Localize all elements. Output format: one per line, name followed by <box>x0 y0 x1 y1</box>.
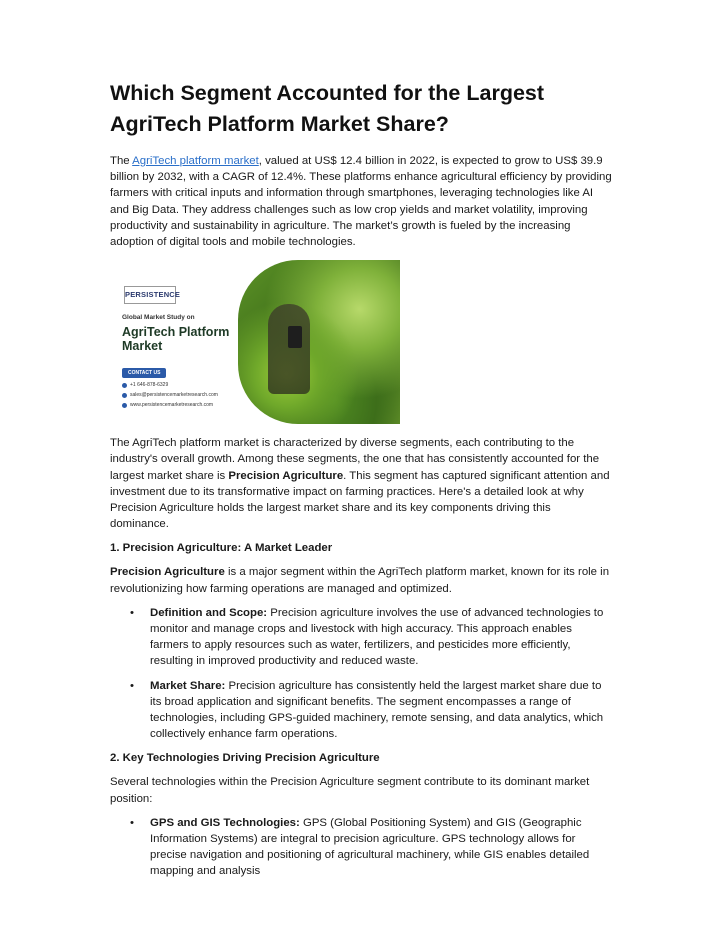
section2-paragraph: Several technologies within the Precision Agriculture segment contribute to its dominant market position: <box>110 776 590 805</box>
banner-study-label: Global Market Study on <box>122 314 195 322</box>
list-item <box>110 815 612 880</box>
segments-paragraph <box>110 435 612 532</box>
banner-web-text: www.persistencemarketresearch.com <box>130 402 214 409</box>
section1-bold: Precision Agriculture <box>110 566 225 579</box>
intro-paragraph <box>110 153 612 250</box>
bullet-icon: • <box>130 816 134 829</box>
list-item-label: Market Share: <box>150 679 226 692</box>
list-item-text: Precision agriculture involves the use of advanced technologies to monitor and manage crops and livestock with high accuracy. This approach enables farmers to apply resources such as water, fertilizers, and pesticides more efficiently, resulting in improved productivity and reduced waste. <box>150 606 604 668</box>
list-item-label: GPS and GIS Technologies: <box>150 816 300 829</box>
banner-email <box>122 392 218 398</box>
page-title: Which Segment Accounted for the Largest AgriTech Platform Market Share? <box>110 81 545 136</box>
intro-text: , valued at US$ 12.4 billion in 2022, is expected to grow to US$ 39.9 billion by 2032, with a CAGR of 12.4%. These platforms enhance agricultural efficiency by providing farmers with critical inputs and information through smartphones, leveraging technologies like AI and Big Data. They address challenges such as low crop yields and market volatility, improving productivity and sustainability in agriculture. The market’s growth is fueled by the increasing adoption of digital tools and mobile technologies. <box>110 155 612 249</box>
intro-prefix: The <box>110 155 133 167</box>
section1-paragraph <box>110 564 612 596</box>
banner-market-title: AgriTech Platform Market <box>122 325 230 354</box>
list-item-label: Definition and Scope: <box>150 606 268 619</box>
bullet-icon: • <box>130 606 134 619</box>
list-item <box>110 678 612 743</box>
farmer-silhouette <box>268 304 310 394</box>
list-item-text: GPS (Global Positioning System) and GIS (Geographic Information Systems) are integral to precision agriculture. GPS technology allows for precise navigation and positioning of agricultural machinery, while GIS enables detailed mapping and analysis <box>150 816 590 878</box>
banner-email-text: sales@persistencemarketresearch.com <box>130 392 218 399</box>
smartphone-icon <box>288 326 302 348</box>
banner-phone-text: +1 646-878-6329 <box>130 382 169 389</box>
farmer-crop-photo <box>238 260 400 424</box>
report-banner-image <box>110 260 400 424</box>
segments-bold: Precision Agriculture <box>228 469 344 482</box>
list-item-text: Precision agriculture has consistently held the largest market share due to its broad application and significant benefits. The segment encompasses a range of technologies, including GPS-guided machinery, remote sensing, and data analytics, which collectively enhance farm operations. <box>150 679 604 741</box>
segments-text-after: . This segment has captured significant attention and investment due to its transformative impact on farming practices. Here's a detailed look at why Precision Agriculture holds the largest market share and its key components driving this dominance. <box>110 469 610 531</box>
bullet-icon: • <box>130 679 134 692</box>
banner-web <box>122 402 213 408</box>
globe-icon <box>122 403 127 408</box>
contact-us-badge: CONTACT US <box>122 368 166 378</box>
section1-heading: 1. Precision Agriculture: A Market Leader <box>110 542 333 555</box>
persistence-logo: PERSISTENCE <box>124 286 176 304</box>
banner-phone <box>122 382 168 388</box>
email-icon <box>122 393 127 398</box>
section1-list <box>110 605 612 743</box>
section1-text: is a major segment within the AgriTech platform market, known for its role in revolutionizing how farming operations are managed and optimized. <box>110 566 610 595</box>
article <box>110 78 612 888</box>
section2-heading: 2. Key Technologies Driving Precision Agriculture <box>110 752 380 765</box>
list-item <box>110 605 612 670</box>
segments-text: The AgriTech platform market is characterized by diverse segments, each contributing to the industry's overall growth. Among these segments, the one that has consistently accounted for the largest market share is <box>110 437 600 482</box>
agritech-market-link[interactable]: AgriTech platform market <box>132 155 259 167</box>
section2-list <box>110 815 612 880</box>
phone-icon <box>122 383 127 388</box>
